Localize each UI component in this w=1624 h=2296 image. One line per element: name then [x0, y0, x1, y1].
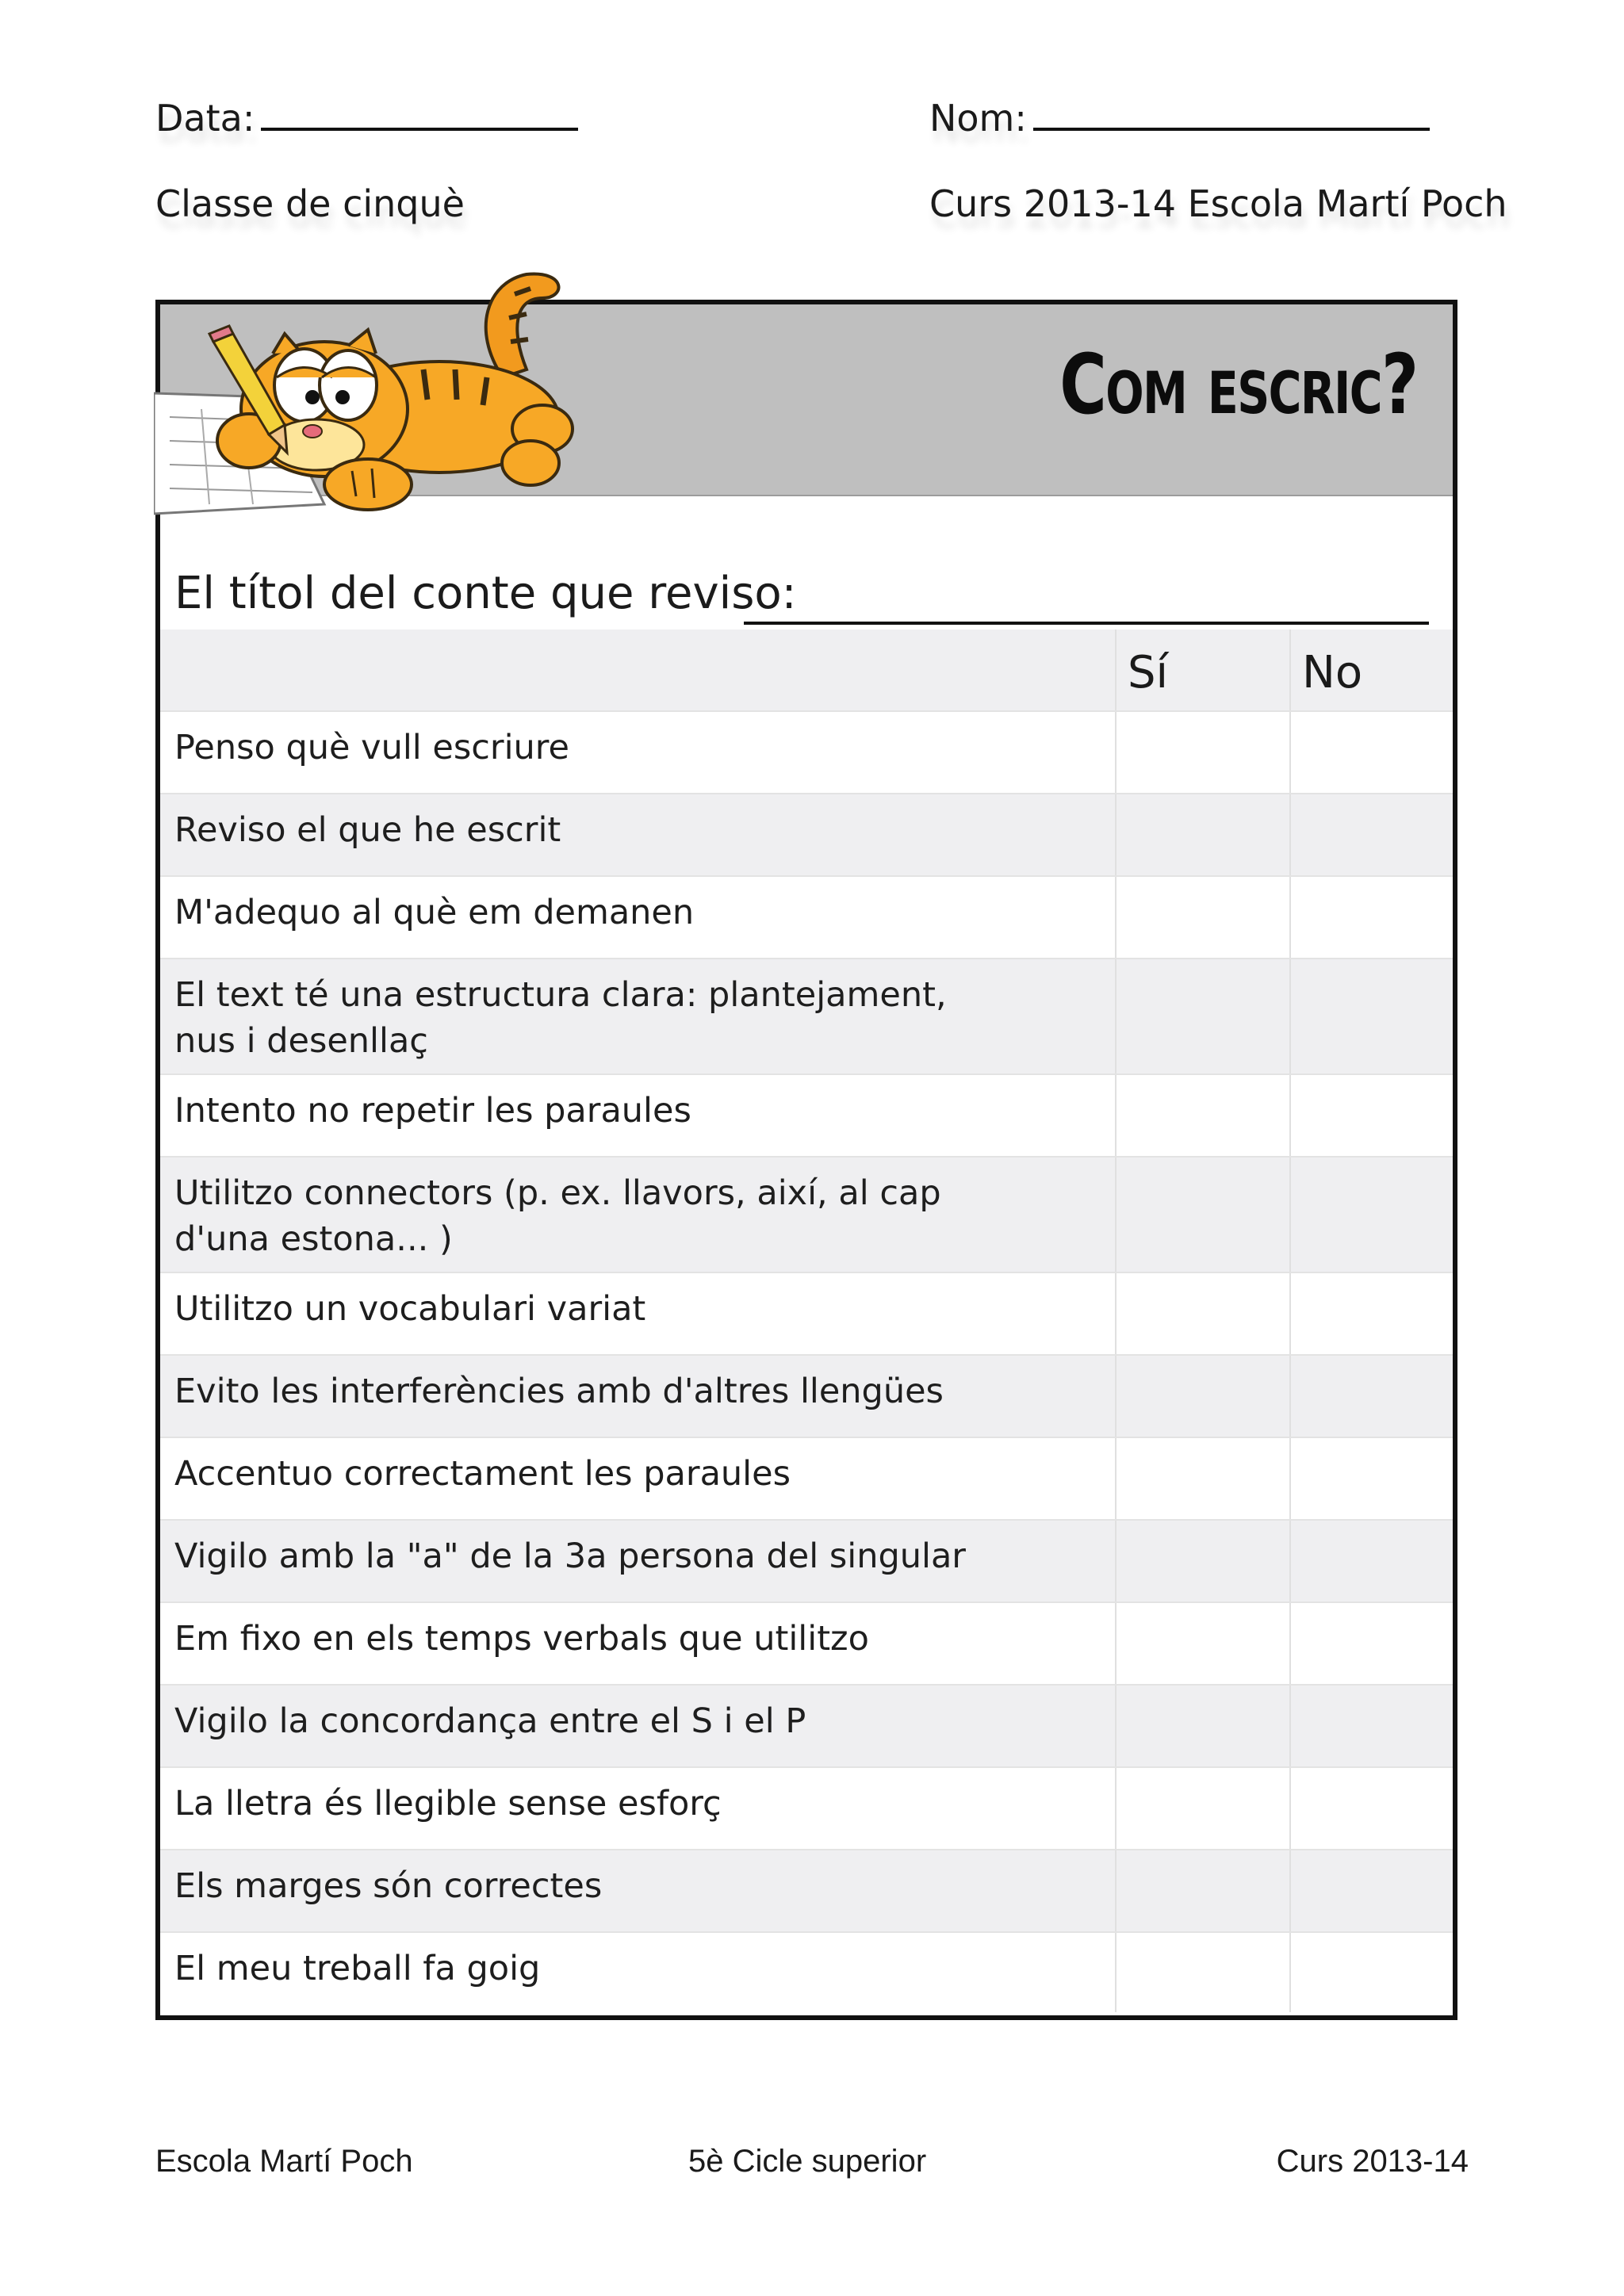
header-criteria-cell [160, 629, 1116, 710]
no-cell[interactable] [1291, 1438, 1453, 1519]
no-cell[interactable] [1291, 1273, 1453, 1354]
name-field [929, 97, 1430, 140]
criteria-text: Utilitzo un vocabulari variat [160, 1273, 1116, 1354]
no-cell[interactable] [1291, 794, 1453, 875]
no-cell[interactable] [1291, 1686, 1453, 1766]
no-cell[interactable] [1291, 712, 1453, 793]
no-cell[interactable] [1291, 1075, 1453, 1156]
checklist-table [160, 629, 1453, 2012]
table-row [160, 1075, 1453, 1158]
footer-school: Escola Martí Poch [155, 2144, 413, 2179]
yes-cell[interactable] [1116, 1603, 1291, 1684]
table-row [160, 1686, 1453, 1768]
table-row [160, 1850, 1453, 1933]
criteria-text: Reviso el que he escrit [160, 794, 1116, 875]
table-row [160, 794, 1453, 877]
name-label: Nom: [929, 97, 1027, 140]
criteria-text: Vigilo amb la "a" de la 3a persona del singular [160, 1521, 1116, 1601]
criteria-text: Vigilo la concordança entre el S i el P [160, 1686, 1116, 1766]
criteria-text: Els marges són correctes [160, 1850, 1116, 1931]
header-no: No [1302, 647, 1363, 698]
yes-cell[interactable] [1116, 1438, 1291, 1519]
no-cell[interactable] [1291, 1768, 1453, 1849]
name-blank[interactable] [1033, 104, 1430, 131]
criteria-text: Utilitzo connectors (p. ex. llavors, així, al cap d'una estona... ) [160, 1158, 1116, 1272]
no-cell[interactable] [1291, 1933, 1453, 2012]
footer-course: Curs 2013-14 [1276, 2144, 1469, 2179]
criteria-text: El text té una estructura clara: plantejament, nus i desenllaç [160, 959, 1116, 1073]
story-title-label: El títol del conte que reviso: [174, 568, 797, 619]
table-row [160, 1158, 1453, 1273]
no-cell[interactable] [1291, 1356, 1453, 1437]
table-row [160, 959, 1453, 1075]
no-cell[interactable] [1291, 1603, 1453, 1684]
yes-cell[interactable] [1116, 1356, 1291, 1437]
table-row [160, 712, 1453, 794]
date-label: Data: [155, 97, 255, 140]
table-row [160, 1356, 1453, 1438]
criteria-text: El meu treball fa goig [160, 1933, 1116, 2012]
yes-cell[interactable] [1116, 1686, 1291, 1766]
no-cell[interactable] [1291, 1521, 1453, 1601]
yes-cell[interactable] [1116, 712, 1291, 793]
yes-cell[interactable] [1116, 1768, 1291, 1849]
date-blank[interactable] [261, 104, 578, 131]
yes-cell[interactable] [1116, 1933, 1291, 2012]
criteria-text: Evito les interferències amb d'altres llengües [160, 1356, 1116, 1437]
story-title-row [160, 495, 1453, 631]
table-row [160, 1933, 1453, 2012]
table-row [160, 1438, 1453, 1521]
no-cell[interactable] [1291, 1158, 1453, 1272]
date-field [155, 97, 578, 140]
footer-cycle: 5è Cicle superior [688, 2144, 927, 2179]
course-label: Curs 2013-14 Escola Martí Poch [929, 182, 1507, 225]
yes-cell[interactable] [1116, 1273, 1291, 1354]
checklist-box [155, 300, 1457, 2020]
criteria-text: Penso què vull escriure [160, 712, 1116, 793]
no-cell[interactable] [1291, 1850, 1453, 1931]
table-row [160, 1768, 1453, 1850]
criteria-text: Accentuo correctament les paraules [160, 1438, 1116, 1519]
criteria-text: M'adequo al què em demanen [160, 877, 1116, 958]
yes-cell[interactable] [1116, 959, 1291, 1073]
yes-cell[interactable] [1116, 1521, 1291, 1601]
no-cell[interactable] [1291, 959, 1453, 1073]
table-row [160, 1273, 1453, 1356]
table-row [160, 1521, 1453, 1603]
garfield-writing-illustration [154, 258, 582, 520]
no-cell[interactable] [1291, 877, 1453, 958]
yes-cell[interactable] [1116, 1075, 1291, 1156]
banner-title: Com escric? [1059, 336, 1418, 433]
header-yes: Sí [1116, 629, 1291, 710]
table-row [160, 877, 1453, 959]
yes-cell[interactable] [1116, 1850, 1291, 1931]
criteria-text: La lletra és llegible sense esforç [160, 1768, 1116, 1849]
yes-cell[interactable] [1116, 877, 1291, 958]
table-header-row [160, 629, 1453, 712]
table-row [160, 1603, 1453, 1686]
criteria-text: Intento no repetir les paraules [160, 1075, 1116, 1156]
yes-cell[interactable] [1116, 794, 1291, 875]
yes-cell[interactable] [1116, 1158, 1291, 1272]
class-label: Classe de cinquè [155, 182, 465, 225]
story-title-blank[interactable] [744, 622, 1429, 625]
criteria-text: Em fixo en els temps verbals que utilitzo [160, 1603, 1116, 1684]
